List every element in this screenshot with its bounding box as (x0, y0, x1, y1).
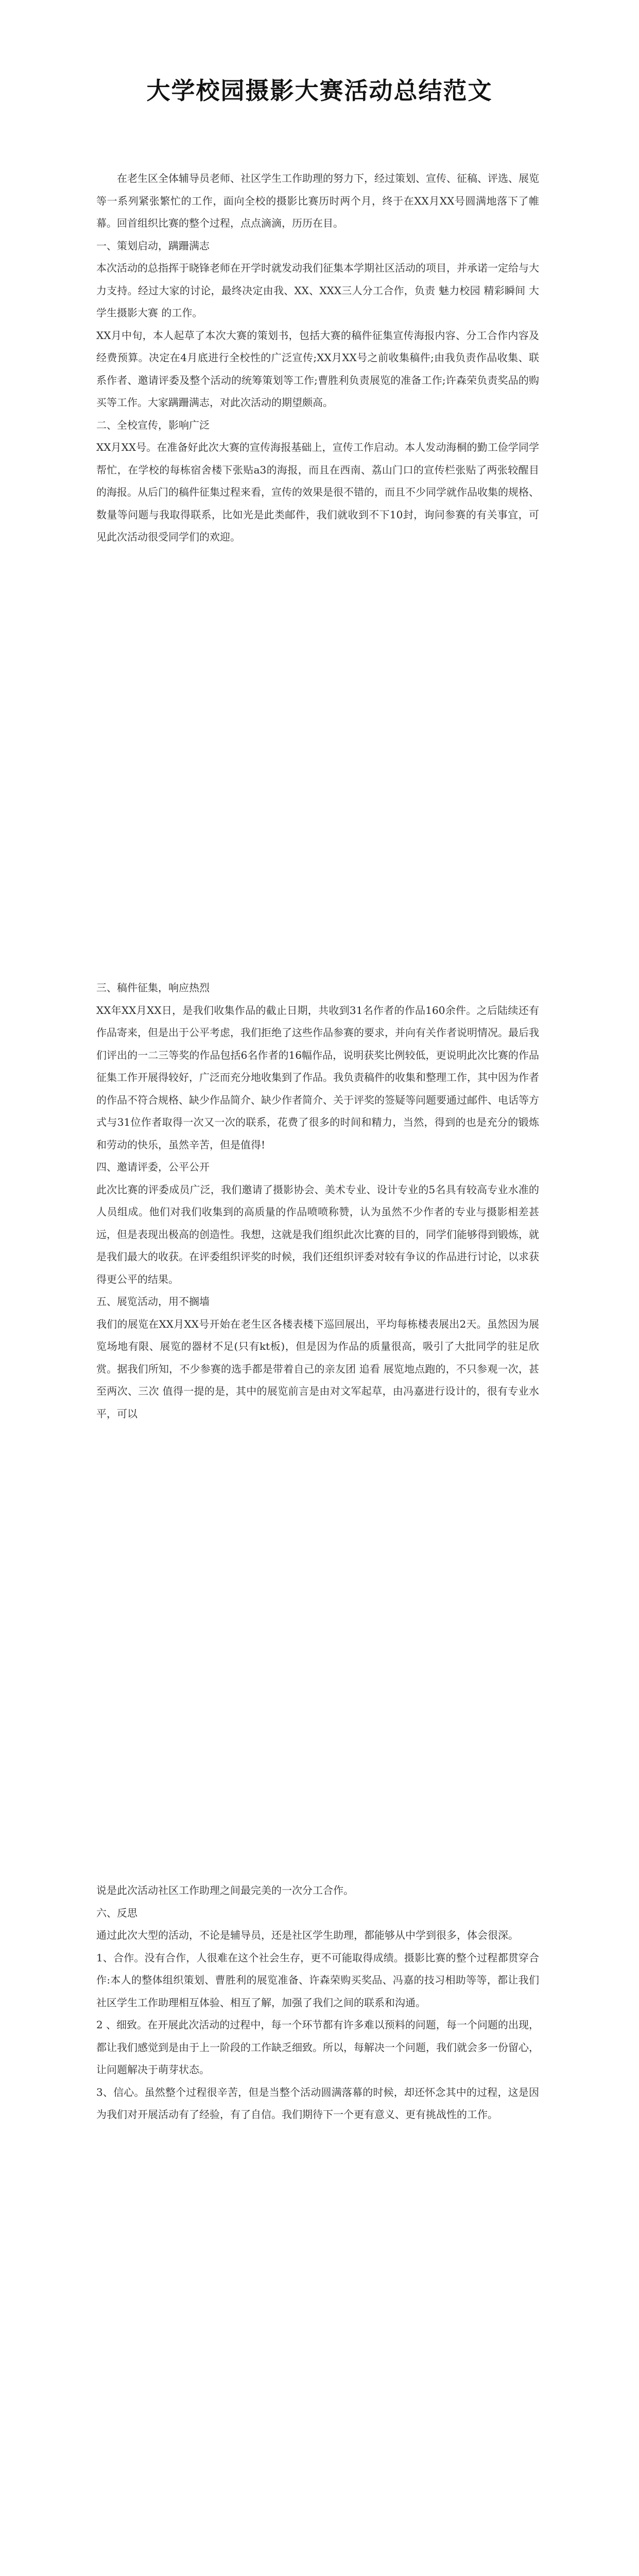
section-block-3 (96, 1879, 539, 2126)
heading-6: 六、反思 (96, 1906, 137, 1919)
paragraph: 本次活动的总指挥于晓锋老师在开学时就发动我们征集本学期社区活动的项目，并承诺一定给与大力支持。经过大家的讨论，最终决定由我、XX、XXX三人分工合作，负责 魅力校园 精彩瞬间 大学生摄影大赛 的工作。 (96, 262, 539, 319)
paragraph: 3、信心。虽然整个过程很辛苦，但是当整个活动圆满落幕的时候，却还怀念其中的过程，这是因为我们对开展活动有了经验，有了自信。我们期待下一个更有意义、更有挑战性的工作。 (96, 2086, 539, 2121)
paragraph: 通过此次大型的活动，不论是辅导员，还是社区学生助理，都能够从中学到很多，体会很深。 (96, 1929, 519, 1941)
heading-1: 一、策划启动，蹒跚满志 (96, 239, 210, 252)
paragraph: 说是此次活动社区工作助理之间最完美的一次分工合作。 (96, 1884, 354, 1896)
heading-5: 五、展览活动，用不搁墙 (96, 1295, 210, 1308)
paragraph: 我们的展览在XX月XX号开始在老生区各楼表楼下巡回展出，平均每栋楼表展出2天。虽然因为展览场地有限、展览的器材不足(只有kt板)，但是因为作品的质量很高，吸引了大批同学的驻足欣赏。据我们所知，不少参赛的选手都是带着自己的亲友团 追看 展览地点跑的，不只参观一次，甚至两次、三次 值得一提的是，其中的展览前言是由对文军起草，由冯嘉进行设计的，很有专业水平，可以 (96, 1317, 539, 1420)
heading-4: 四、邀请评委，公平公开 (96, 1161, 210, 1173)
paragraph: XX月XX号。在准备好此次大赛的宣传海报基础上，宣传工作启动。本人发动海桐的勤工俭学同学帮忙，在学校的每栋宿舍楼下张贴a3的海报，而且在西南、荔山门口的宣传栏张贴了两张较醒目的海报。从后门的稿件征集过程来看，宣传的效果是很不错的，而且不少同学就作品收集的规格、数量等问题与我取得联系，比如光是此类邮件，我们就收到不下10封，询问参赛的有关事宜，可见此次活动很受同学们的欢迎。 (96, 441, 539, 543)
document-title: 大学校园摄影大赛活动总结范文 (146, 77, 493, 105)
heading-3: 三、稿件征集，响应热烈 (96, 981, 210, 994)
paragraph: XX月中旬，本人起草了本次大赛的策划书，包括大赛的稿件征集宣传海报内容、分工合作内容及经费预算。决定在4月底进行全校性的广泛宣传;XX月XX号之前收集稿件;由我负责作品收集、联系作者、邀请评委及整个活动的统筹策划等工作;曹胜利负责展览的准备工作;许森荣负责奖品的购买等工作。大家蹒跚满志，对此次活动的期望颇高。 (96, 329, 539, 409)
paragraph: 1、合作。没有合作，人很难在这个社会生存，更不可能取得成绩。摄影比赛的整个过程都贯穿合作:本人的整体组织策划、曹胜利的展览准备、许森荣购买奖品、冯嘉的技习相助等等，都让我们社区学生工作助理相互体验、相互了解，加强了我们之间的联系和沟通。 (96, 1951, 539, 2009)
paragraph: 2 、细致。在开展此次活动的过程中，每一个环节都有许多难以预料的问题，每一个问题的出现，都让我们感觉到是由于上一阶段的工作缺乏细致。所以，每解决一个问题，我们就会多一份留心，让问题解决于萌芽状态。 (96, 2019, 539, 2076)
section-block-1 (96, 167, 539, 549)
heading-2: 二、全校宣传，影响广泛 (96, 418, 210, 431)
paragraph: XX年XX月XX日，是我们收集作品的截止日期，共收到31名作者的作品160余件。之后陆续还有作品寄来，但是出于公平考虑，我们拒绝了这些作品参赛的要求，并向有关作者说明情况。最后我们评出的一二三等奖的作品包括6名作者的16幅作品，说明获奖比例较低，更说明此次比赛的作品征集工作开展得较好，广泛而充分地收集到了作品。我负责稿件的收集和整理工作，其中因为作者的作品不符合规格、缺少作品简介、缺少作者简介、关于评奖的签疑等问题要通过邮件、电话等方式与31位作者取得一次又一次的联系，花费了很多的时间和精力，当然，得到的也是充分的锻炼和劳动的快乐，虽然辛苦，但是值得! (96, 1004, 539, 1151)
intro-paragraph: 在老生区全体辅导员老师、社区学生工作助理的努力下，经过策划、宣传、征稿、评选、展览等一系列紧张繁忙的工作，面向全校的摄影比赛历时两个月，终于在XX月XX号圆满地落下了帷幕。回首组织比赛的整个过程，点点滴滴，历历在目。 (96, 172, 539, 229)
paragraph: 此次比赛的评委成员广泛，我们邀请了摄影协会、美术专业、设计专业的5名具有较高专业水准的人员组成。他们对我们收集到的高质量的作品喷喷称赞，认为虽然不少作者的专业与摄影相差甚远，但是表现出极高的创造性。我想，这就是我们组织此次比赛的目的，同学们能够得到锻炼，就是我们最大的收获。在评委组织评奖的时候，我们还组织评委对较有争议的作品进行讨论，以求获得更公平的结果。 (96, 1183, 539, 1285)
section-block-2 (96, 977, 539, 1425)
